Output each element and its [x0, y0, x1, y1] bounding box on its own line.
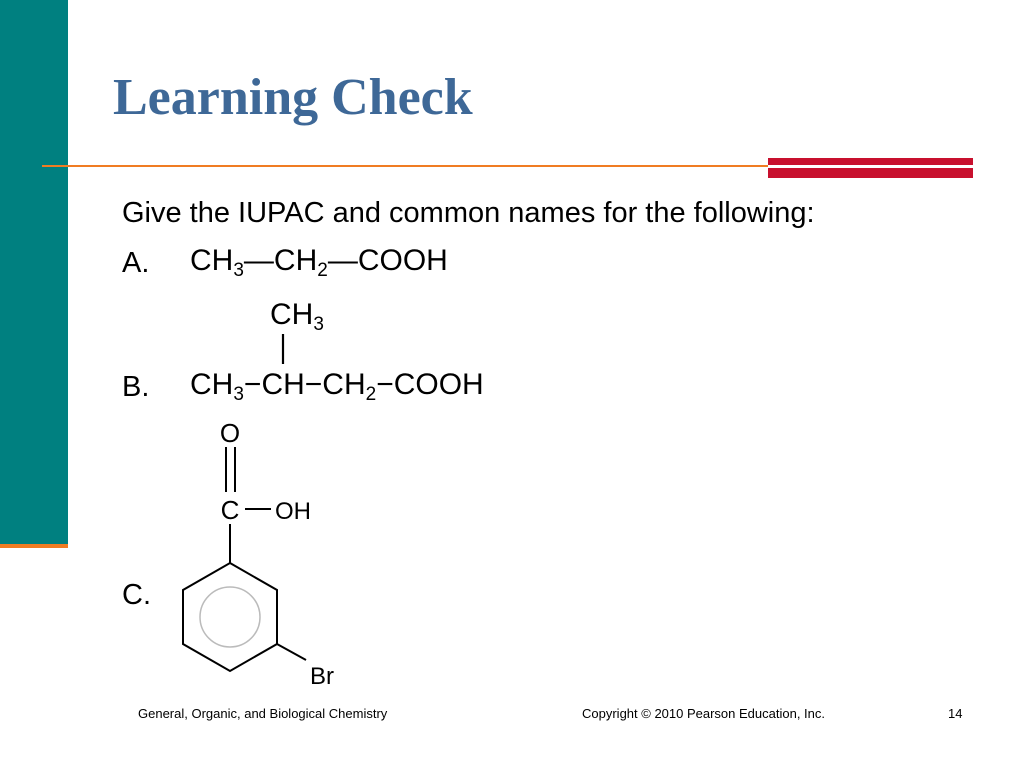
formula-part: CH: [190, 368, 234, 401]
item-c-structure: [170, 410, 370, 695]
divider-accent-block: [768, 158, 973, 178]
formula-part: —COOH: [327, 244, 448, 277]
formula-subscript: 2: [365, 384, 377, 405]
footer-course-title: General, Organic, and Biological Chemistry: [138, 706, 388, 721]
benzene-ring: [183, 563, 277, 671]
item-b-label: B.: [122, 371, 150, 403]
page-number: 14: [948, 706, 963, 721]
item-b-branch: [270, 298, 324, 335]
aromatic-circle: [200, 587, 260, 647]
carbonyl-carbon: C: [220, 495, 240, 525]
sidebar-decoration: [0, 0, 68, 548]
question-prompt: Give the IUPAC and common names for the following:: [122, 197, 815, 229]
branch-bond: [278, 334, 288, 366]
formula-subscript: 2: [317, 260, 328, 281]
item-a-label: A.: [122, 247, 150, 279]
formula-subscript: 3: [233, 260, 244, 281]
formula-part: CH: [190, 244, 234, 277]
formula-part: −COOH: [376, 368, 484, 401]
divider-accent-stripe: [768, 165, 973, 168]
item-b-formula: [190, 368, 484, 405]
formula-subscript: 3: [233, 384, 244, 405]
formula-part: CH: [270, 298, 314, 331]
formula-part: −CH−CH: [243, 368, 366, 401]
footer-copyright: Copyright © 2010 Pearson Education, Inc.: [582, 706, 826, 721]
item-a-formula: [190, 244, 448, 281]
formula-subscript: 3: [313, 314, 324, 335]
sidebar-accent-line: [0, 544, 68, 548]
bromine-atom: Br: [310, 663, 334, 690]
hydroxyl-group: OH: [275, 498, 311, 525]
formula-part: —CH: [243, 244, 318, 277]
item-c-label: C.: [122, 579, 151, 611]
oxygen-atom: O: [219, 418, 241, 448]
slide-title: Learning Check: [113, 69, 473, 126]
